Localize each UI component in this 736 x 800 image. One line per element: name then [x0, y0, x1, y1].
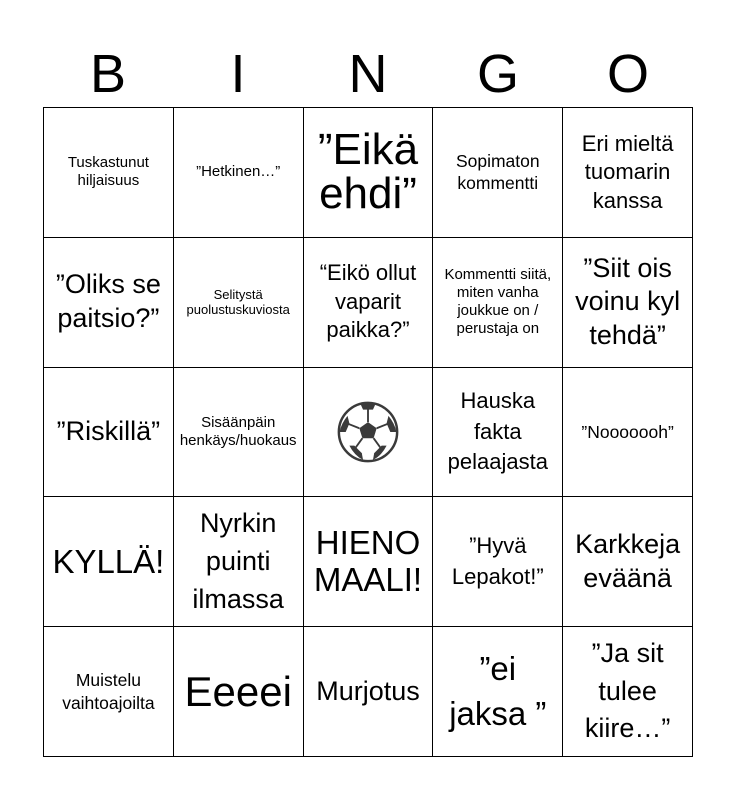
header-letter-g: G — [476, 44, 519, 104]
bingo-cell[interactable] — [563, 108, 693, 238]
header-letter-o: O — [606, 44, 649, 104]
cell-text: ”Nooooooh” — [581, 421, 674, 442]
bingo-cell[interactable] — [304, 497, 434, 627]
bingo-cell[interactable] — [563, 368, 693, 498]
cell-text: ”Eikä ehdi” — [317, 125, 419, 219]
bingo-cell[interactable] — [433, 108, 563, 238]
cell-text: Hauska fakta pelaajasta — [447, 387, 548, 475]
bingo-cell[interactable] — [563, 627, 693, 757]
cell-text: ”Hetkinen…” — [196, 163, 281, 181]
cell-text: ”Ja sit tulee kiire…” — [584, 637, 671, 744]
bingo-cell[interactable] — [174, 368, 304, 498]
cell-text: KYLLÄ! — [52, 542, 165, 580]
bingo-cell[interactable] — [44, 627, 174, 757]
bingo-cell[interactable] — [44, 497, 174, 627]
bingo-cell[interactable] — [304, 108, 434, 238]
bingo-cell[interactable] — [174, 108, 304, 238]
cell-text: Nyrkin puinti ilmassa — [192, 508, 284, 614]
cell-text: ”Riskillä” — [56, 416, 161, 447]
cell-text: Kommentti siitä, miten vanha joukkue on / perustaja on — [444, 266, 552, 338]
bingo-cell[interactable] — [433, 497, 563, 627]
bingo-cell[interactable] — [433, 627, 563, 757]
cell-text: HIENO MAALI! — [313, 524, 423, 598]
cell-text: Tuskastunut hiljaisuus — [67, 154, 149, 190]
cell-text: ”Siit ois voinu kyl tehdä” — [575, 252, 681, 351]
cell-text: Eri mieltä tuomarin kanssa — [581, 130, 674, 213]
bingo-cell[interactable] — [563, 497, 693, 627]
header-letter-i: I — [230, 44, 246, 104]
bingo-cell[interactable] — [174, 627, 304, 757]
bingo-cell[interactable] — [174, 238, 304, 368]
header-letter-b: B — [89, 44, 127, 104]
cell-text: Eeeei — [184, 667, 292, 715]
bingo-cell[interactable] — [563, 238, 693, 368]
cell-text: Murjotus — [316, 675, 420, 706]
cell-text: Sopimaton kommentti — [455, 150, 540, 194]
free-space[interactable] — [304, 368, 434, 498]
cell-text: Muistelu vaihtoajoilta — [62, 669, 155, 713]
bingo-cell[interactable] — [433, 368, 563, 498]
header-letter-n: N — [348, 44, 388, 104]
cell-text: Sisäänpäin henkäys/huokaus — [179, 413, 297, 449]
cell-text: ”Hyvä Lepakot!” — [451, 532, 544, 589]
bingo-cell[interactable] — [304, 627, 434, 757]
cell-text: ”ei jaksa ” — [449, 650, 547, 732]
bingo-cell[interactable] — [174, 497, 304, 627]
bingo-cell[interactable] — [44, 108, 174, 238]
bingo-cell[interactable] — [433, 238, 563, 368]
cell-text: Selitystä puolustuskuviosta — [186, 286, 290, 318]
bingo-cell[interactable] — [44, 238, 174, 368]
cell-text: Karkkeja eväänä — [575, 529, 681, 593]
cell-text: ”Oliks se paitsio?” — [55, 269, 161, 334]
bingo-cell[interactable] — [304, 238, 434, 368]
bingo-grid — [43, 107, 693, 757]
cell-text: “Eikö ollut vaparit paikka?” — [319, 260, 417, 343]
soccer-ball-icon — [337, 401, 399, 463]
bingo-header — [43, 40, 693, 108]
bingo-cell[interactable] — [44, 368, 174, 498]
